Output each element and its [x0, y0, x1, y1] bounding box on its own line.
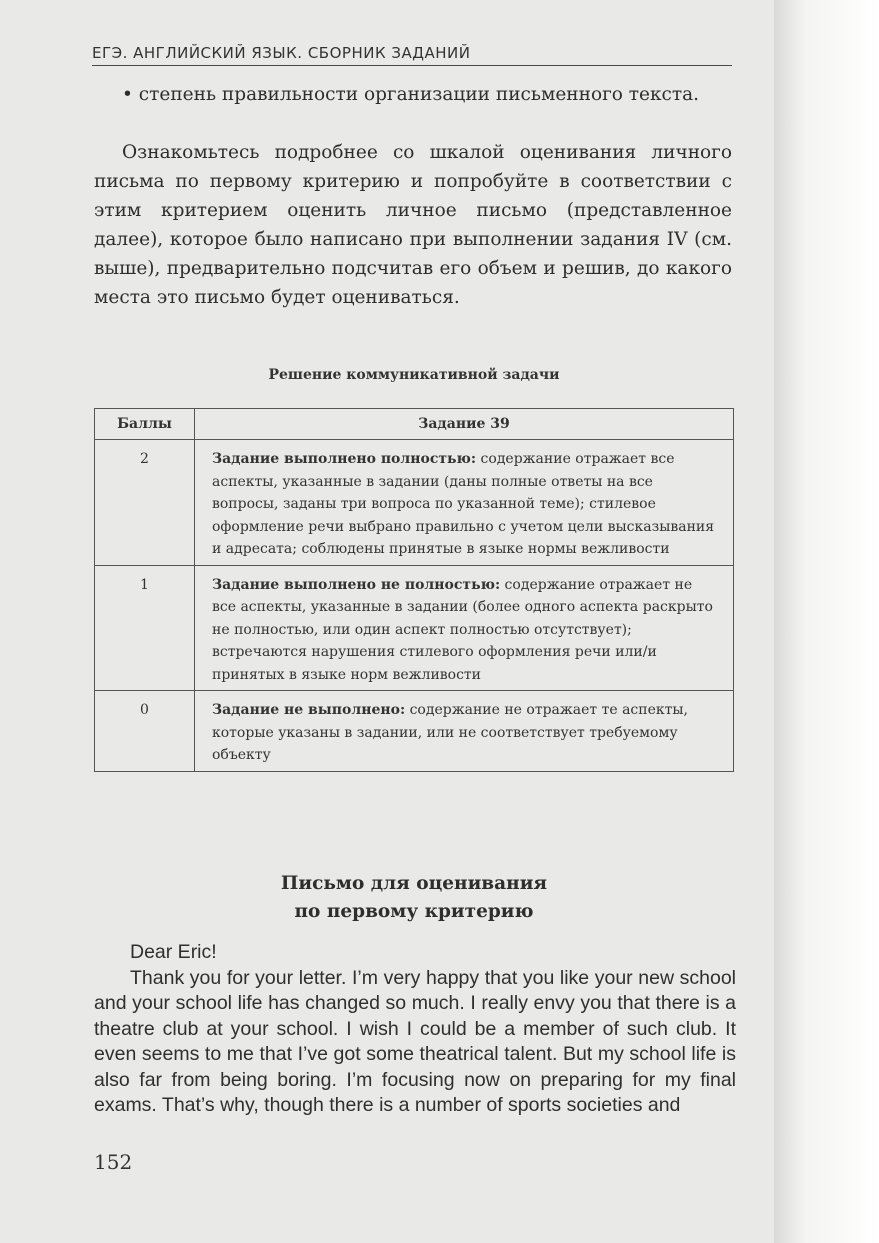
instruction-paragraph: Ознакомьтесь подробнее со шкалой оценивания личного письма по первому критерию и попробуйте в соответствии с этим критерием оценить личное письмо (представленное далее), которое было написано при выполнении задания IV (см. выше), предварительно подсчитав его объем и решив, до какого места это письмо будет оцениваться.	[94, 142, 732, 308]
score-cell: 1	[95, 565, 195, 691]
criterion-lead: Задание выполнено полностью:	[212, 451, 477, 467]
letter-heading	[94, 870, 734, 926]
running-head: ЕГЭ. АНГЛИЙСКИЙ ЯЗЫК. СБОРНИК ЗАДАНИЙ	[92, 44, 732, 66]
criterion-text: содержание отражает все аспекты, указанные в задании (даны полные ответы на все вопросы, заданы три вопроса по указанной теме); стилевое оформление речи выбрано правильно с учетом цели высказывания и адресата; соблюдены принятые в языке нормы вежливости	[212, 451, 715, 557]
page-edge	[774, 0, 879, 1243]
description-cell	[195, 440, 734, 566]
score-cell: 0	[95, 691, 195, 772]
letter-heading-line-1: Письмо для оценивания	[280, 873, 548, 894]
description-cell	[195, 565, 734, 691]
header-score: Баллы	[95, 409, 195, 440]
table-title: Решение коммуникативной задачи	[268, 367, 560, 383]
page-number: 152	[94, 1150, 133, 1174]
table-row	[95, 691, 734, 772]
table-row	[95, 565, 734, 691]
score-cell: 2	[95, 440, 195, 566]
criterion-text: содержание отражает не все аспекты, указанные в задании (более одного аспекта раскрыто не полностью, или один аспект полностью отсутствует); встречаются нарушения стилевого оформления речи или/и принятых в языке норм вежливости	[212, 576, 713, 683]
header-task: Задание 39	[195, 409, 734, 440]
letter-greeting: Dear Eric!	[130, 941, 217, 963]
letter-body: Thank you for your letter. I’m very happy that you like your new school and your school life has changed so much. I really envy you that there is a theatre club at your school. I wish I could be a member of such club. It even seems to me that I’ve got some theatrical talent. But my school life is also far from being boring. I’m focusing now on preparing for my final exams. That’s why, though there is a number of sports societies and	[94, 966, 736, 1116]
description-cell	[195, 691, 734, 772]
table-row	[95, 440, 734, 566]
scoring-table	[94, 408, 734, 772]
criterion-text: содержание не отражает те аспекты, которые указаны в задании, или не соответствует требуемому объекту	[212, 702, 688, 763]
criterion-lead: Задание выполнено не полностью:	[212, 576, 501, 593]
table-header-row	[95, 409, 734, 440]
letter-heading-line-2: по первому критерию	[294, 901, 534, 922]
sample-letter	[94, 940, 736, 1119]
bullet-paragraph: • степень правильности организации письменного текста.	[122, 84, 700, 105]
criterion-lead: Задание не выполнено:	[212, 702, 406, 718]
